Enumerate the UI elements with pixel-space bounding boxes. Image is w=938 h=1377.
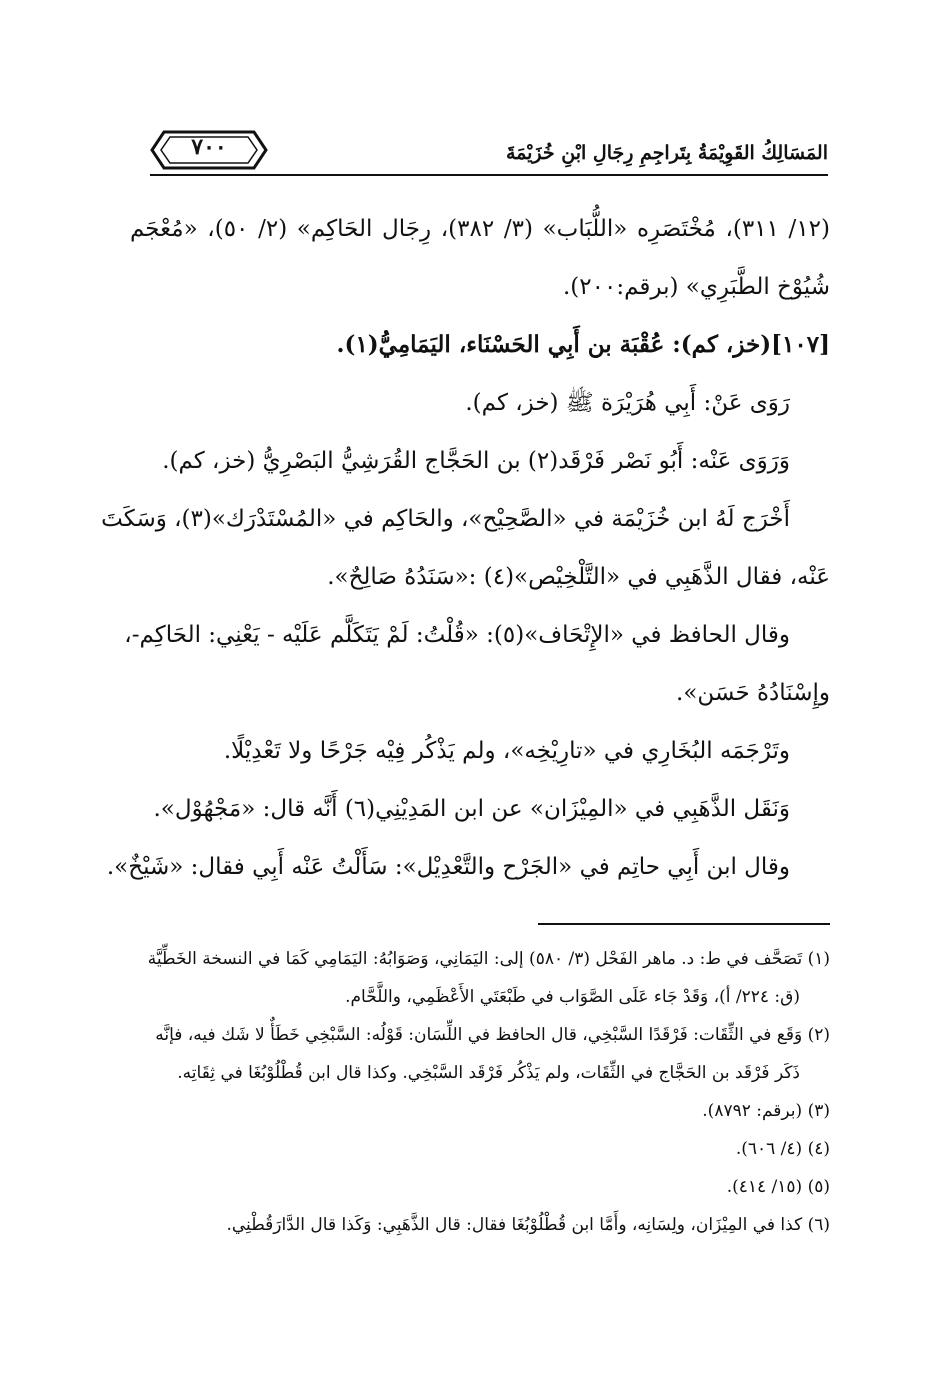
text-line: وَنَقَل الذَّهَبِي في «المِيْزَان» عن ابن المَدِيْنِي(٦) أَنَّه قال: «مَجْهُوْل». [153,796,790,822]
text-line: شُيُوْخ الطَّبَرِي» (برقم:٢٠٠). [562,274,830,300]
footnote-separator [538,923,830,925]
footnote-line: (٣) (برقم: ٨٧٩٢). [702,1101,830,1121]
text-line: أَخْرَج لَهُ ابن خُزَيْمَة في «الصَّحِيْح»، والحَاكِم في «المُسْتَدْرَك»(٣)، وَسَكَتَ [101,506,790,532]
entry-heading: [١٠٧](خز، كم): عُقْبَة بن أَبِي الحَسْنَاء، اليَمَامِيُّ(١). [336,331,830,358]
text-line: وقال ابن أَبِي حاتِم في «الجَرْح والتَّعْدِيْل»: سَأَلْتُ عَنْه أَبِي فقال: «شَيْخٌ». [106,854,790,880]
text-line: (١٢/ ٣١١)، مُخْتَصَرِه «اللُّبَاب» (٣/ ٣٨٢)، رِجَال الحَاكِم» (٢/ ٥٠)، «مُعْجَم [130,216,831,242]
footnote-line: (١) تَصَحَّف في ط: د. ماهر الفَحْل (٣/ ٥٨٠) إلى: اليَمَانِي، وَصَوَابُهُ: اليَمَامِي كَمَا في النسخة الخَطِّيَّة [147,949,830,969]
footnote-line: ذَكَر فَرْقَد بن الحَجَّاج في الثِّقَات، ولم يَذْكُر فَرْقَد السَّبْخِي. وكذا قال ابن قُطْلُوْبُغَا في ثِقَاتِه. [177,1063,800,1083]
page-number: ٧٠٠ [191,134,227,160]
footnotes [100,940,830,1244]
footnote-line: (٢) وَقَع في الثِّقَات: فَرْقَدًا السَّبْخِي، قال الحافظ في اللِّسَان: قَوْلُه: السَّبْخِي خَطَأٌ لا شَك فيه، فإنَّه [155,1025,830,1045]
footnote-line: (ق: ٢٢٤/ أ)، وَقَدْ جَاء عَلَى الصَّوَاب في طَبْعَتَي الأَعْظَمِي، واللَّحَّام. [345,987,800,1007]
running-title: المَسَالِكُ القَوِيْمَةُ بِتَراجِمِ رِجَالِ ابْنِ خُزَيْمَةَ [505,142,828,164]
header-rule [150,174,828,176]
text-line: وتَرْجَمَه البُخَارِي في «تارِيْخِه»، ولم يَذْكُر فِيْه جَرْحًا ولا تَعْدِيْلًا. [223,738,790,764]
footnote-line: (٤) (٤/ ٦٠٦). [735,1139,830,1159]
page-header [150,112,828,178]
footnote-line: (٦) كذا في المِيْزَان، ولِسَانِه، وأَمَّا ابن قُطْلُوْبُغَا فقال: قال الذَّهَبِي: وَكَذا قال الدَّارَقُطْنِي. [226,1215,830,1235]
main-text [101,200,831,896]
text-line: عَنْه، فقال الذَّهَبِي في «التَّلْخِيْص»(٤) :«سَنَدُهُ صَالِحٌ». [327,564,830,590]
text-line: وقال الحافظ في «الإِتْحَاف»(٥): «قُلْتُ: لَمْ يَتَكَلَّم عَلَيْه - يَعْنِي: الحَاكِم-، [124,622,790,648]
text-line: رَوَى عَنْ: أَبِي هُرَيْرَة ﷺ (خز، كم). [465,390,790,416]
footnote-line: (٥) (١٥/ ٤١٤). [726,1177,830,1197]
text-line: وإِسْنَادُهُ حَسَن». [676,680,830,706]
text-line: وَرَوَى عَنْه: أَبُو نَصْر فَرْقَد(٢) بن الحَجَّاج القُرَشِيُّ البَصْرِيُّ (خز، كم). [162,448,790,474]
page-number-frame [150,128,268,172]
